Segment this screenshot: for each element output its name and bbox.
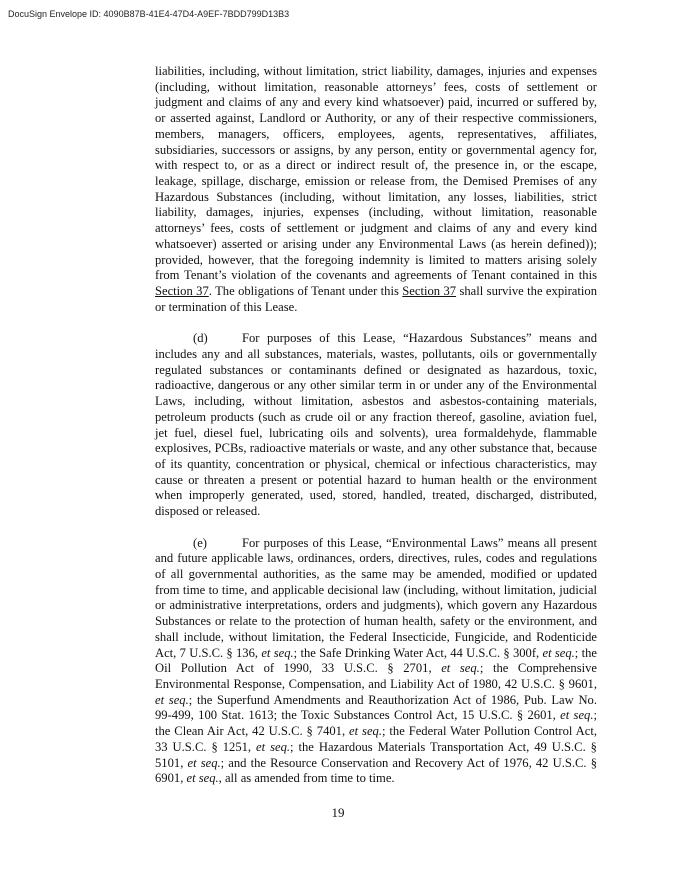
et-seq: et seq.	[155, 692, 189, 707]
paragraph-text: ; the Comprehensive Environmental Response, Compensation, and Liability Act of 1980, 42 U.S.C. § 9601,	[155, 661, 597, 691]
indemnity-paragraph-continued	[155, 64, 597, 316]
paragraph-text: ; the Safe Drinking Water Act, 44 U.S.C. § 300f,	[293, 645, 543, 660]
paragraph-text: ; and the Resource Conservation and Recovery Act of 1976, 42 U.S.C. § 6901,	[155, 755, 597, 786]
et-seq: et seq.	[560, 708, 594, 723]
section-37-reference: Section 37	[402, 284, 457, 299]
indemnity-text: liabilities, including, without limitation, strict liability, damages, injuries and expenses (including, without limitation, reasonable attorneys’ fees, costs of settlement or judgment and claims of any and every kind whatsoever) paid, incurred or suffered by, or asserted against, Landlord or Authority, or any of their respective commissioners, members, managers, officers, employees, agents, representatives, affiliates, subsidiaries, successors or assigns, by any person, entity or governmental agency for, with respect to, or as a direct or indirect result of, the presence in, or the escape, leakage, spillage, discharge, emission or release from, the Demised Premises of any Hazardous Substances (including, without limitation, any losses, liabilities, strict liability, damages, injuries, expenses (including, without limitation, reasonable attorneys’ fees, costs of settlement or judgment and claims of any and every kind whatsoever) asserted or arising under any Environmental Laws (as herein defined)); provided, however, that the foregoing indemnity is limited to matters arising solely from Tenant’s violation of the covenants and agreements of Tenant contained in this	[155, 64, 597, 283]
paragraph-e-environmental-laws	[155, 536, 597, 788]
et-seq: et seq.	[261, 645, 294, 660]
paragraph-text: For purposes of this Lease, “Hazardous Substances” means and includes any and all substances, materials, wastes, pollutants, oils or governmentally regulated substances or contaminants defined or designated as hazardous, toxic, radioactive, dangerous or any other similar term in or under any of the Environmental Laws, including, without limitation, asbestos and asbestos-containing materials, petroleum products (such as crude oil or any fraction thereof, gasoline, aviation fuel, jet fuel, diesel fuel, lubricating oils and solvents), urea formaldehyde, flammable explosives, PCBs, radioactive materials or waste, and any other substance that, because of its quantity, concentration or physical, chemical or infectious characteristics, may cause or threaten a present or potential hazard to human health or the environment when improperly generated, used, stored, handled, treated, discharged, distributed, disposed or released.	[155, 331, 597, 519]
section-37-reference: Section 37	[155, 284, 209, 299]
paragraph-text: ; the Superfund Amendments and Reauthorization Act of 1986, Pub. Law No. 99-499, 100 Stat. 1613; the Toxic Substances Control Act, 15 U.S.C. § 2601,	[155, 692, 597, 723]
et-seq: et seq.	[187, 755, 221, 770]
paragraph-text: ; the Federal Water Pollution Control Act, 33 U.S.C. § 1251,	[155, 724, 597, 754]
paragraph-label: (d)	[193, 331, 208, 346]
et-seq: et seq.	[186, 771, 219, 786]
docusign-envelope-id: DocuSign Envelope ID: 4090B87B-41E4-47D4-A9EF-7BDD799D13B3	[8, 9, 290, 19]
paragraph-text: ; the Oil Pollution Act of 1990, 33 U.S.C. § 2701,	[155, 645, 597, 676]
paragraph-label: (e)	[193, 535, 207, 550]
et-seq: et seq.	[256, 739, 291, 754]
paragraph-d-hazardous-substances	[155, 331, 597, 520]
et-seq: et seq.	[349, 724, 382, 739]
page-number: 19	[331, 805, 345, 820]
paragraph-text: For purposes of this Lease, “Environmental Laws” means all present and future applicable laws, ordinances, orders, directives, rules, codes and regulations of all governmental authorities, as the same may be amended, modified or updated from time to time, and applicable decisional law (including, without limitation, judicial or administrative interpretations, orders and judgments), which govern any Hazardous Substances or relate to the protection of human health, safety or the environment, and shall include, without limitation, the Federal Insecticide, Fungicide, and Rodenticide Act, 7 U.S.C. § 136,	[155, 535, 597, 660]
et-seq: et seq.	[441, 661, 480, 676]
paragraph-text: ; the Hazardous Materials Transportation Act, 49 U.S.C. § 5101,	[155, 739, 597, 770]
survival-text-end: shall survive the expiration or termination of this Lease.	[155, 284, 597, 314]
survival-text: . The obligations of Tenant under this	[208, 284, 403, 299]
et-seq: et seq.	[542, 645, 575, 660]
paragraph-text: ; the Clean Air Act, 42 U.S.C. § 7401,	[155, 708, 597, 739]
lease-page-body	[155, 64, 597, 787]
paragraph-text: , all as amended from time to time.	[218, 771, 395, 786]
